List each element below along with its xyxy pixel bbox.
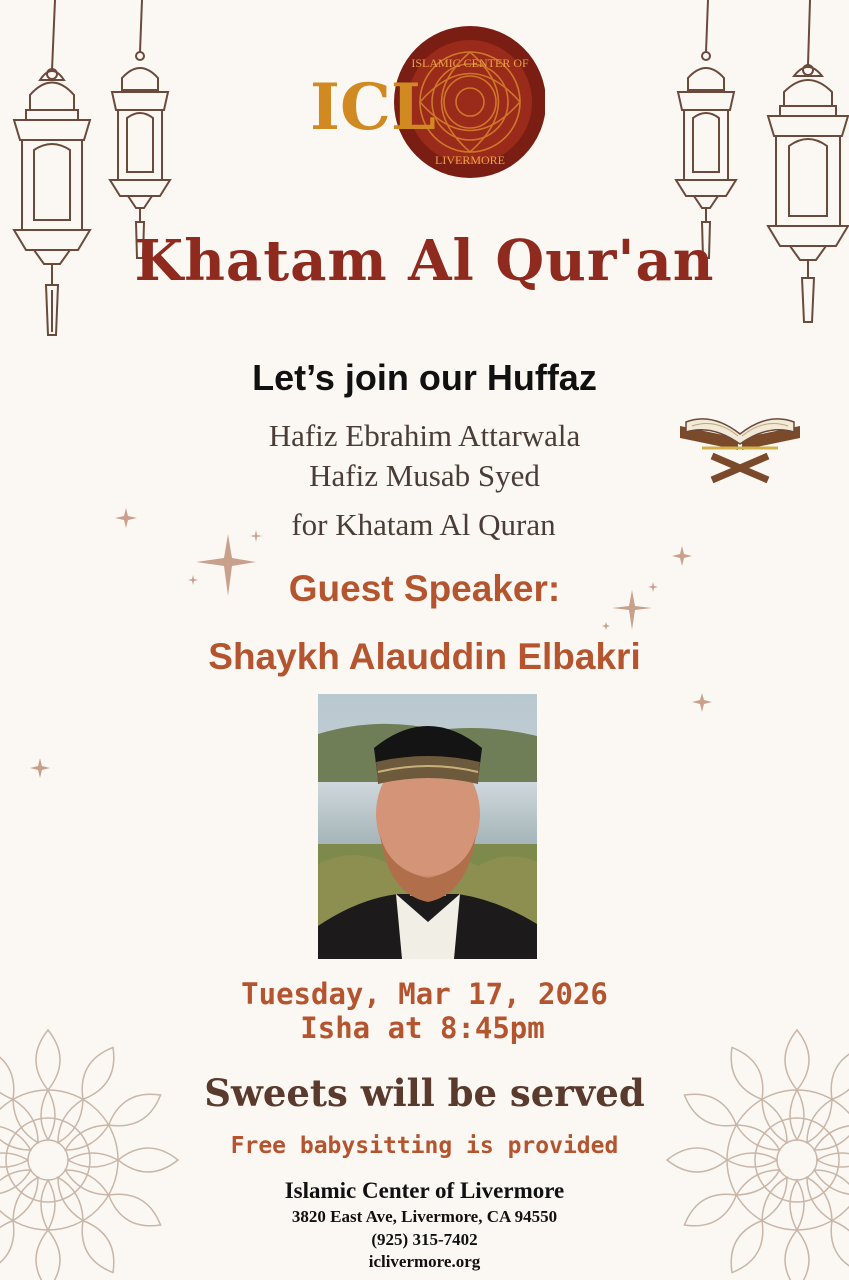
join-heading: Let’s join our Huffaz	[252, 357, 597, 398]
venue-name: Islamic Center of Livermore	[284, 1178, 565, 1203]
logo-ring-bottom: LIVERMORE	[435, 153, 505, 167]
logo-ring-top: ISLAMIC CENTER OF	[411, 56, 529, 70]
hafiz-name-2: Hafiz Musab Syed	[309, 458, 540, 493]
event-title: Khatam Al Qur'an	[134, 228, 715, 294]
venue-address: 3820 East Ave, Livermore, CA 94550	[291, 1207, 558, 1226]
babysitting-line: Free babysitting is provided	[230, 1133, 619, 1159]
sweets-line: Sweets will be served	[204, 1071, 645, 1115]
for-khatam-line: for Khatam Al Quran	[291, 507, 556, 542]
venue-phone: (925) 315-7402	[371, 1230, 478, 1249]
event-time: Isha at 8:45pm	[300, 1011, 545, 1045]
event-date: Tuesday, Mar 17, 2026	[241, 977, 608, 1011]
hafiz-name-1: Hafiz Ebrahim Attarwala	[268, 418, 581, 453]
speaker-photo	[318, 694, 537, 959]
speaker-name: Shaykh Alauddin Elbakri	[208, 636, 641, 677]
venue-website[interactable]: iclivermore.org	[368, 1252, 481, 1271]
logo-initials: ICL	[310, 70, 436, 145]
guest-speaker-label: Guest Speaker:	[288, 568, 561, 609]
